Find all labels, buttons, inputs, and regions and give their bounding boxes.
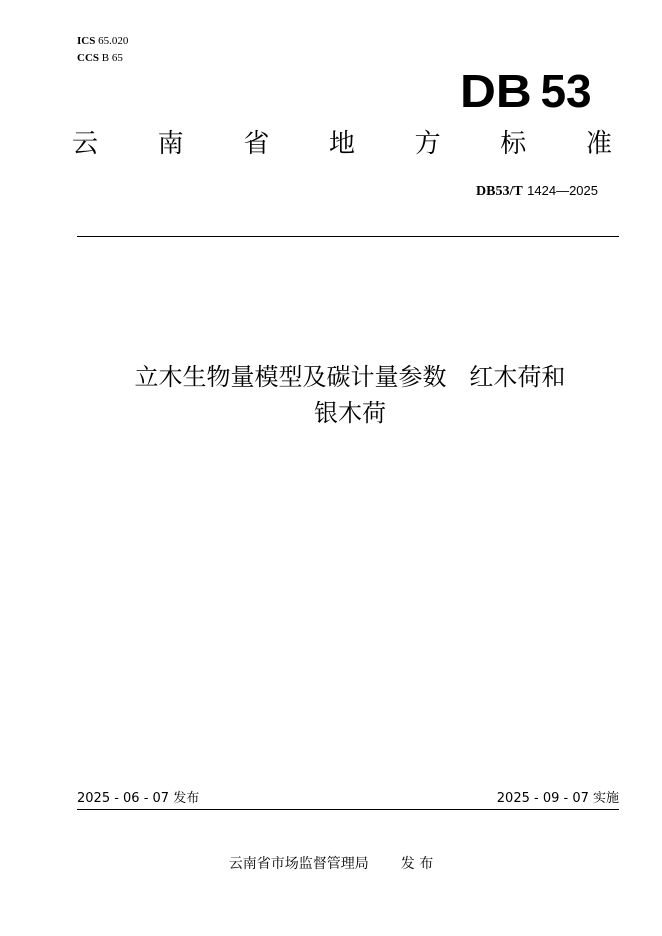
issuer-action: 发 布 — [400, 856, 434, 872]
header-divider — [77, 236, 619, 237]
standard-number-prefix: DB53/T — [476, 184, 523, 199]
standard-number-value: 1424—2025 — [527, 183, 598, 198]
issuer-name: 云南省市场监督管理局 — [228, 856, 369, 872]
logo-number: 53 — [540, 65, 592, 117]
date-row — [77, 789, 619, 809]
document-title-line-2: 银木荷 — [314, 399, 386, 427]
publish-date: 2025 - 06 - 07 发布 — [77, 791, 200, 806]
implement-date: 2025 - 09 - 07 实施 — [496, 791, 619, 806]
standard-type-char: 南 — [157, 129, 184, 159]
standard-type-char: 方 — [414, 129, 441, 159]
db53-logo — [460, 66, 592, 116]
standard-type-char: 标 — [500, 129, 527, 159]
ccs-label: CCS — [77, 52, 100, 64]
standard-type-char: 省 — [243, 129, 270, 159]
ics-value: 65.020 — [98, 35, 129, 47]
ics-code — [77, 33, 128, 50]
issuer-line — [0, 853, 662, 875]
footer-divider — [77, 809, 619, 810]
standard-type-char: 地 — [328, 129, 355, 159]
document-title — [60, 359, 640, 431]
ccs-code — [77, 50, 128, 67]
logo-letters: DB — [460, 65, 532, 117]
standard-number — [476, 181, 598, 202]
document-title-line-1: 立木生物量模型及碳计量参数 红木荷和 — [134, 363, 566, 391]
ics-label: ICS — [77, 35, 96, 47]
standard-type-heading — [72, 126, 612, 162]
ccs-value: B 65 — [101, 52, 123, 64]
classification-codes — [77, 33, 128, 67]
standard-type-char: 准 — [585, 129, 612, 159]
standard-type-char: 云 — [72, 129, 99, 159]
